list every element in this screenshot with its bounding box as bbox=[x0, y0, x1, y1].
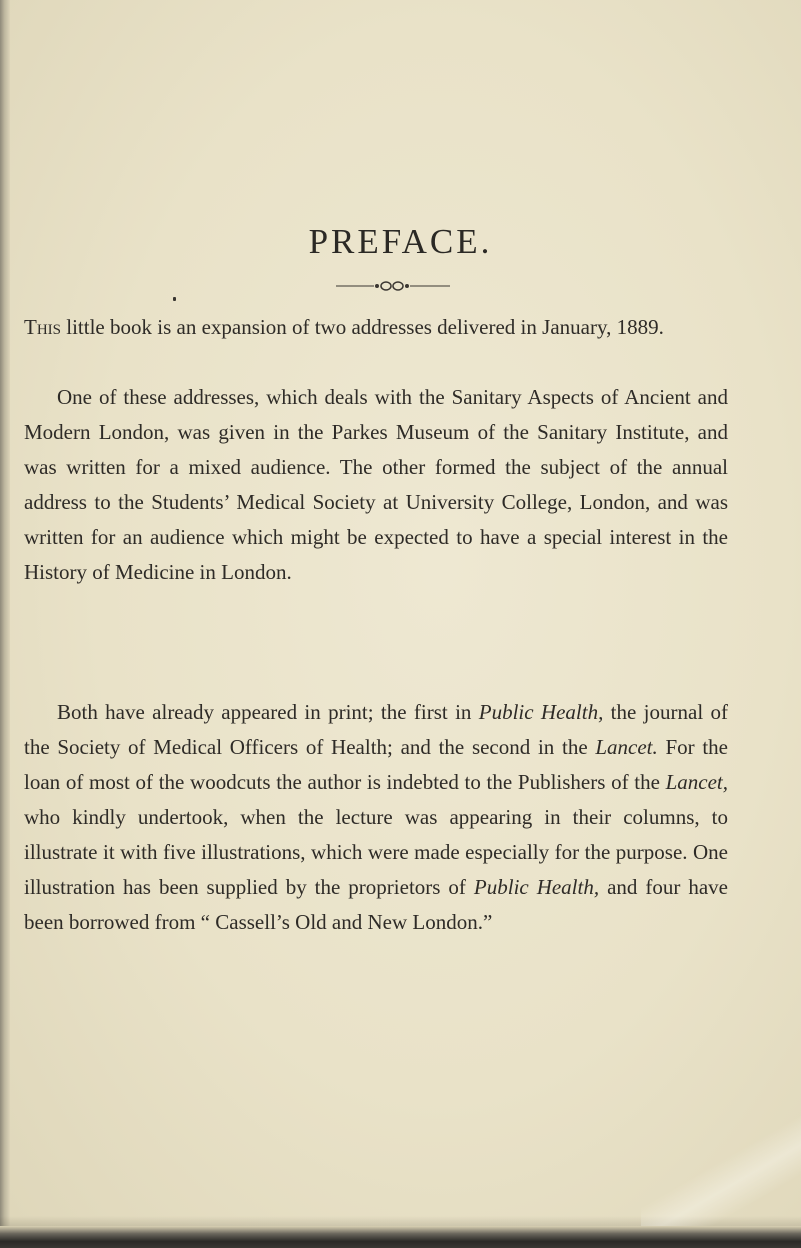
title-ornament bbox=[336, 280, 450, 292]
journal-title-public-health-2: Public Health, bbox=[473, 875, 600, 899]
paragraph-3-text-5: and four have been borrowed from “ Cassell’s Old and New London.” bbox=[24, 875, 728, 934]
paragraph-3-text-3: For the loan of most of the woodcuts the author is indebted to the Publishers of the bbox=[24, 735, 728, 794]
paragraph-3 bbox=[24, 695, 728, 940]
paragraph-3-text-1: Both have already appeared in print; the first in bbox=[57, 700, 479, 724]
paragraph-1-text: little book is an expansion of two addresses delivered in January, 1889. bbox=[61, 315, 664, 339]
journal-title-lancet: Lancet. bbox=[595, 735, 658, 759]
paragraph-1-lead: This bbox=[24, 315, 61, 339]
binding-edge bbox=[0, 0, 10, 1248]
paragraph-1 bbox=[24, 310, 728, 345]
journal-title-lancet-2: Lancet, bbox=[665, 770, 728, 794]
paragraph-3-text-2: the journal of the Society of Medical Officers of Health; and the second in the bbox=[24, 700, 728, 759]
paper-glint bbox=[641, 1116, 801, 1226]
paragraph-2: One of these addresses, which deals with the Sanitary Aspects of Ancient and Modern London, was given in the Parkes Museum of the Sanitary Institute, and was written for a mixed audience. The other formed the subject of the annual address to the Students’ Medical Society at University College, London, and was written for an audience which might be expected to have a special interest in the History of Medicine in London. bbox=[24, 385, 728, 584]
paragraph-3-text-4: who kindly undertook, when the lecture was appearing in their columns, to illustrate it with five illustrations, which were made especially for the purpose. One illustration has been supplied by the proprietors of bbox=[24, 805, 728, 899]
page-title: PREFACE. bbox=[308, 222, 493, 261]
page-bottom-edge bbox=[0, 1226, 801, 1248]
journal-title-public-health: Public Health, bbox=[478, 700, 604, 724]
ornament-dot bbox=[173, 297, 176, 301]
